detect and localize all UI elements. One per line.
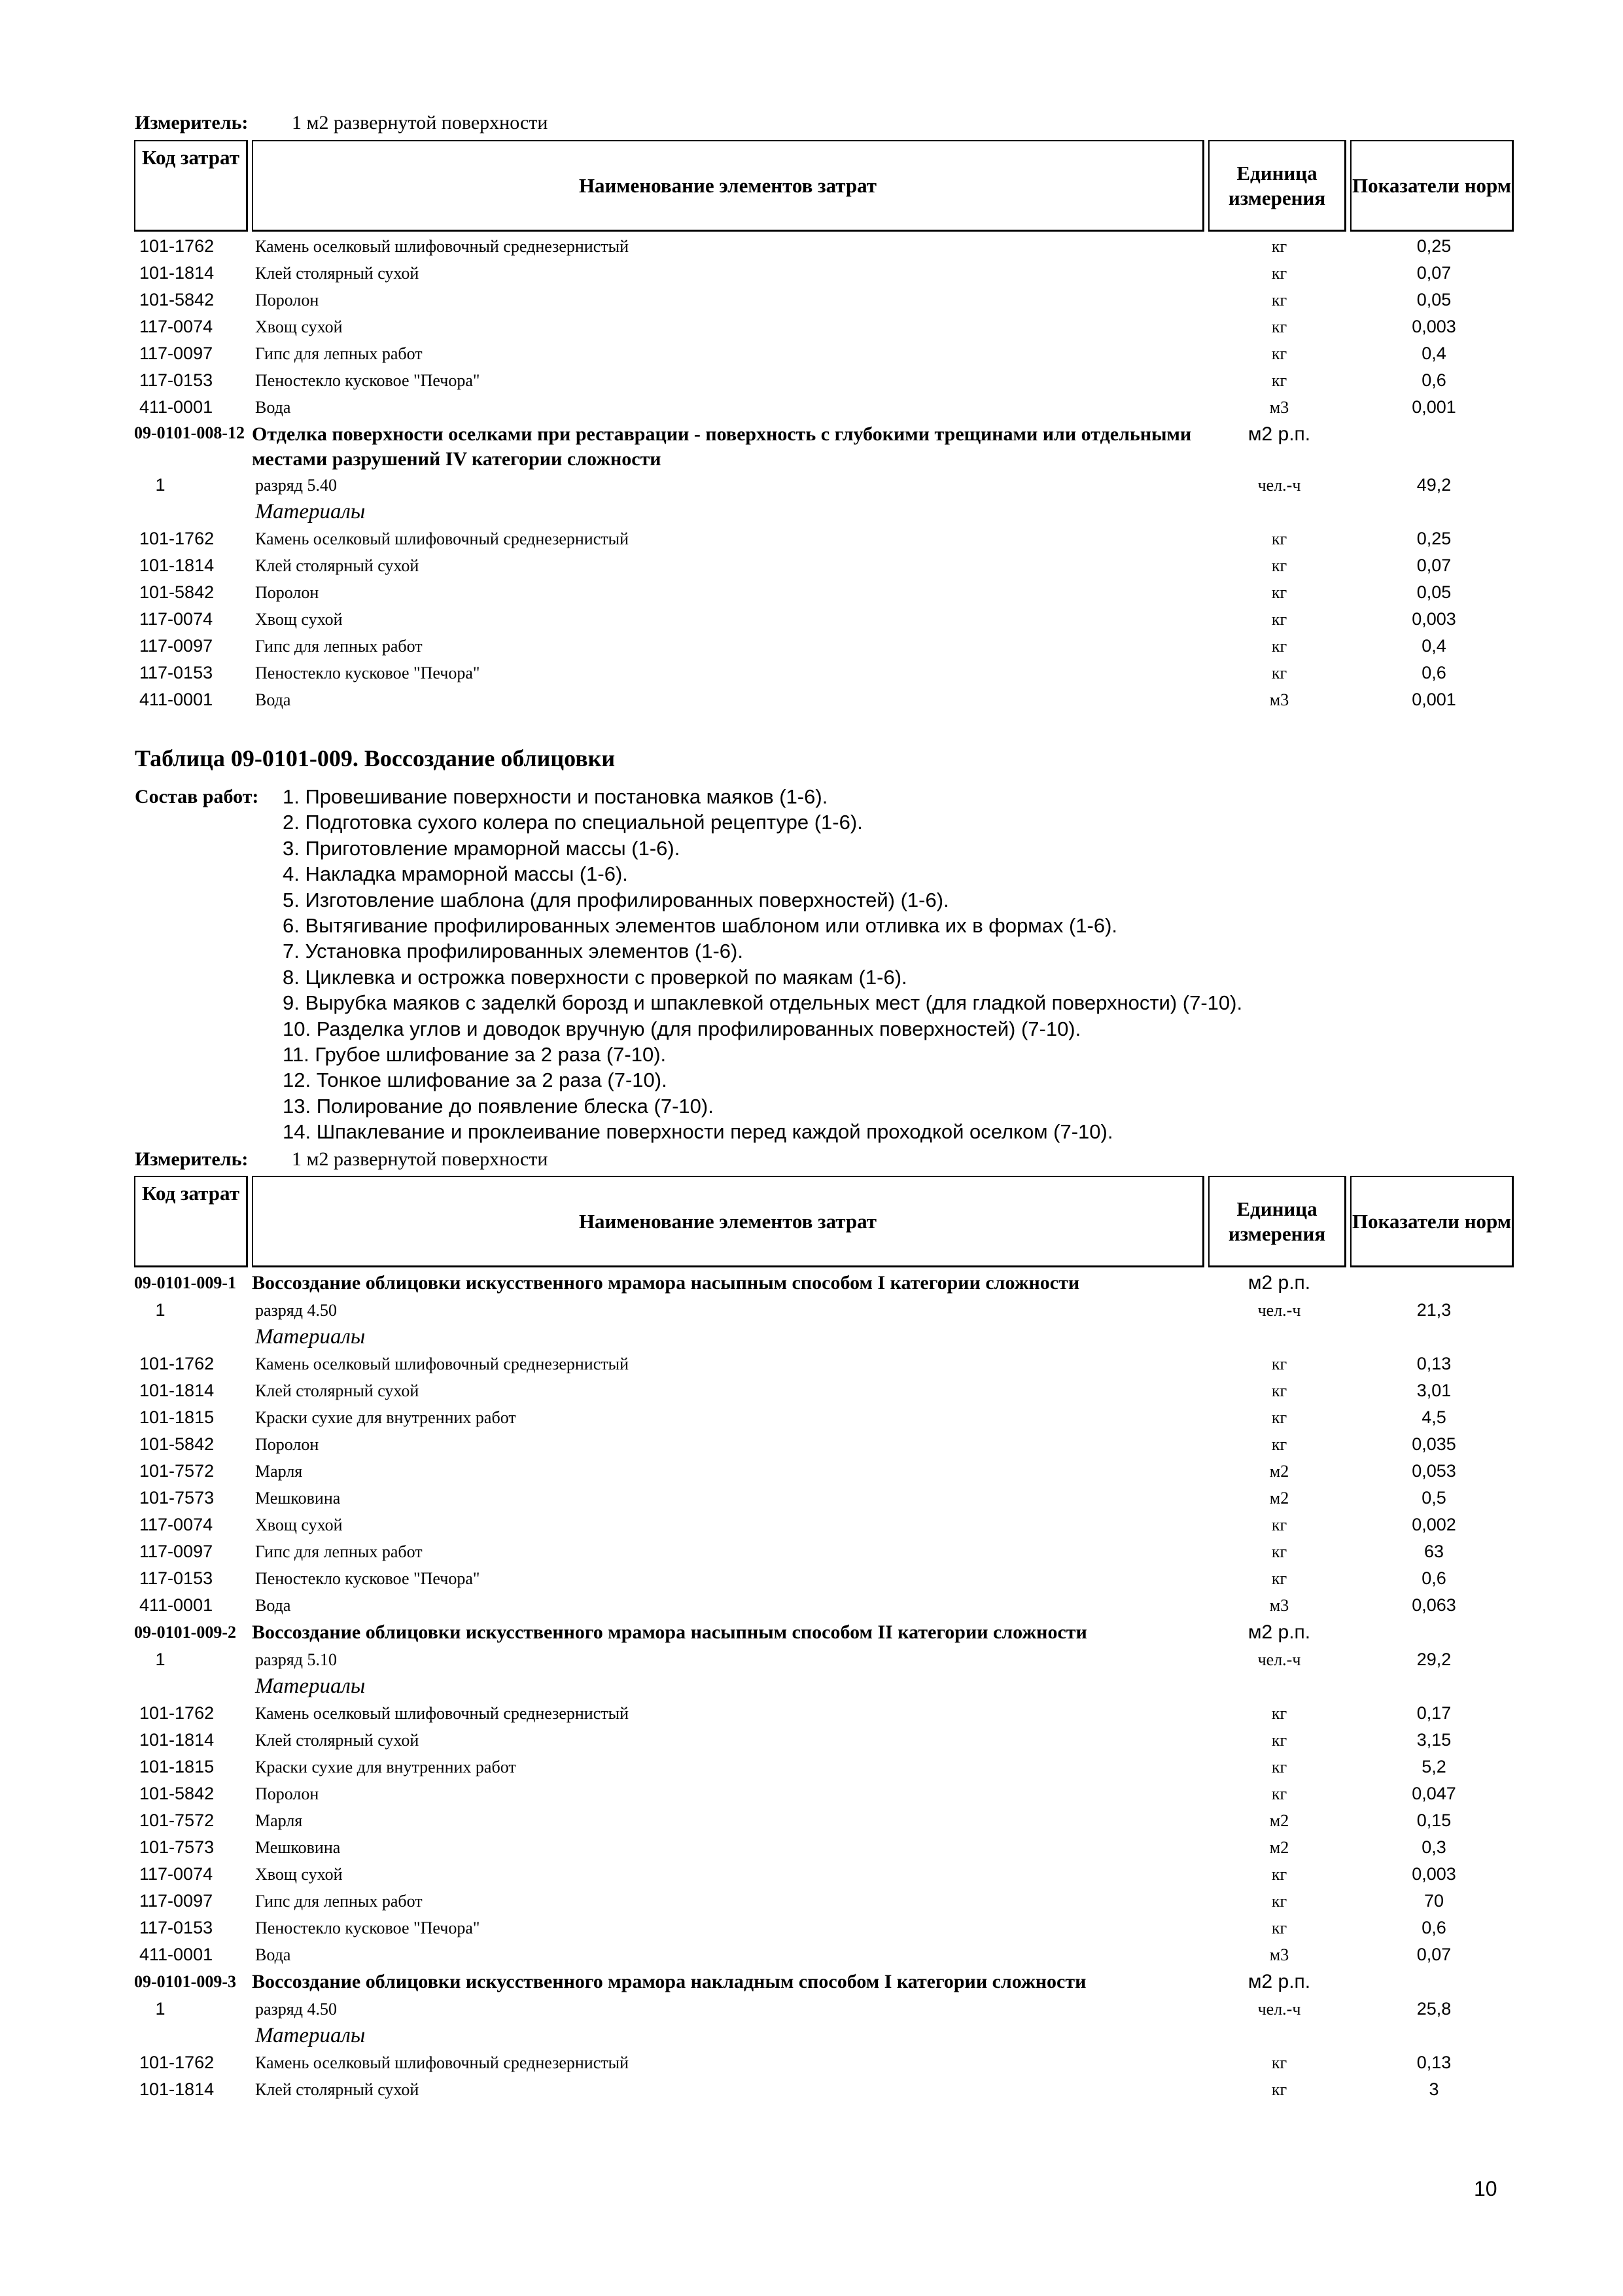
name-cell: Хвощ сухой <box>255 609 343 629</box>
resource-row <box>134 394 1518 421</box>
code-cell: 09-0101-009-3 <box>134 1972 236 1991</box>
unit-cell: кг <box>1271 1542 1287 1561</box>
resource-row <box>134 1458 1518 1485</box>
labor-row <box>134 472 1518 499</box>
value-cell: 3 <box>1429 2079 1439 2099</box>
value-cell: 3,15 <box>1416 1730 1452 1750</box>
measure-value: 1 м2 развернутой поверхности <box>292 112 548 133</box>
code-cell: 117-0097 <box>139 344 213 363</box>
unit-cell: м2 <box>1269 1810 1289 1830</box>
value-cell: 0,035 <box>1412 1434 1456 1454</box>
unit-cell: м3 <box>1269 397 1289 417</box>
resource-row <box>134 260 1518 287</box>
unit-cell: м2 <box>1269 1461 1289 1481</box>
resource-row <box>134 686 1518 713</box>
unit-cell: кг <box>1271 344 1287 363</box>
norm-item-row <box>134 421 1518 472</box>
resource-row <box>134 660 1518 686</box>
unit-cell: м2 <box>1269 1837 1289 1857</box>
work-step: 5. Изготовление шаблона (для профилированных поверхностей) (1-6). <box>283 888 949 911</box>
unit-cell: кг <box>1271 370 1287 390</box>
resource-row <box>134 1377 1518 1404</box>
code-cell: 101-7572 <box>139 1461 215 1481</box>
value-cell: 0,07 <box>1416 556 1452 575</box>
unit-cell: кг <box>1271 1568 1287 1588</box>
value-cell: 0,17 <box>1416 1703 1452 1723</box>
unit-cell: кг <box>1271 636 1287 656</box>
code-cell: 09-0101-009-1 <box>134 1273 236 1292</box>
value-cell: 5,2 <box>1422 1757 1446 1776</box>
unit-cell: кг <box>1271 1407 1287 1427</box>
code-cell: 117-0153 <box>139 1568 213 1588</box>
materials-heading-row <box>134 1673 1518 1700</box>
resource-row <box>134 1404 1518 1431</box>
unit-cell: кг <box>1271 582 1287 602</box>
value-cell: 0,047 <box>1412 1784 1456 1803</box>
name-cell: Вода <box>255 1945 291 1964</box>
labor-row <box>134 1996 1518 2022</box>
unit-cell: м2 р.п. <box>1248 1621 1311 1643</box>
code-cell: 1 <box>155 1300 166 1320</box>
name-cell: Клей столярный сухой <box>255 2079 419 2099</box>
work-step: 12. Тонкое шлифование за 2 раза (7-10). <box>283 1069 667 1092</box>
code-cell: 411-0001 <box>139 1595 213 1615</box>
name-cell: Вода <box>255 1595 291 1615</box>
code-cell: 101-7572 <box>139 1810 215 1830</box>
value-cell: 0,5 <box>1422 1488 1446 1508</box>
name-cell: разряд 5.40 <box>255 475 337 495</box>
unit-cell: чел.-ч <box>1257 1999 1301 2019</box>
value-cell: 0,07 <box>1416 263 1452 283</box>
name-cell: Краски сухие для внутренних работ <box>255 1407 516 1427</box>
code-cell: 117-0097 <box>139 636 213 656</box>
value-cell: 0,6 <box>1422 1918 1446 1937</box>
unit-cell: кг <box>1271 556 1287 575</box>
unit-cell: чел.-ч <box>1257 1650 1301 1669</box>
name-cell: Клей столярный сухой <box>255 1730 419 1750</box>
resource-row <box>134 1485 1518 1511</box>
name-cell: Поролон <box>255 582 319 602</box>
code-cell: 101-5842 <box>139 290 215 309</box>
unit-cell: кг <box>1271 663 1287 682</box>
measure-label: Измеритель: <box>135 112 249 133</box>
unit-cell: м2 р.п. <box>1248 1971 1311 1992</box>
code-cell: 411-0001 <box>139 397 213 417</box>
unit-cell: кг <box>1271 2079 1287 2099</box>
work-step: 14. Шпаклевание и проклеивание поверхности перед каждой проходкой оселком (7-10). <box>283 1120 1113 1144</box>
code-cell: 117-0097 <box>139 1542 213 1561</box>
name-cell: Камень оселковый шлифовочный среднезернистый <box>255 529 629 548</box>
resource-row <box>134 579 1518 606</box>
name-cell: Марля <box>255 1810 303 1830</box>
resource-row <box>134 1834 1518 1861</box>
value-cell: 0,053 <box>1412 1461 1456 1481</box>
unit-cell: м3 <box>1269 1945 1289 1964</box>
unit-cell: кг <box>1271 1730 1287 1750</box>
resource-row <box>134 1700 1518 1727</box>
unit-cell: м2 р.п. <box>1248 423 1311 445</box>
code-cell: 101-7573 <box>139 1837 215 1857</box>
value-cell: 0,6 <box>1422 1568 1446 1588</box>
name-cell: Камень оселковый шлифовочный среднезернистый <box>255 1703 629 1723</box>
header-name: Наименование элементов затрат <box>252 140 1204 232</box>
resource-row <box>134 633 1518 660</box>
value-cell: 0,07 <box>1416 1945 1452 1964</box>
work-step: 10. Разделка углов и доводок вручную (для профилированных поверхностей) (7-10). <box>283 1017 1081 1040</box>
norm-item-row <box>134 1269 1518 1297</box>
resource-row <box>134 1861 1518 1888</box>
name-cell: Пеностекло кусковое "Печора" <box>255 1918 480 1937</box>
value-cell: 0,4 <box>1422 636 1446 656</box>
value-cell: 0,3 <box>1422 1837 1446 1857</box>
materials-heading-row <box>134 2022 1518 2049</box>
code-cell: 1 <box>155 1650 166 1669</box>
code-cell: 117-0097 <box>139 1891 213 1911</box>
name-cell: Пеностекло кусковое "Печора" <box>255 663 480 682</box>
unit-cell: кг <box>1271 2053 1287 2072</box>
value-cell: 0,25 <box>1416 236 1452 256</box>
work-step: 6. Вытягивание профилированных элементов шаблоном или отливка их в формах (1-6). <box>283 914 1118 938</box>
page-number: 10 <box>1474 2177 1497 2200</box>
unit-cell: кг <box>1271 1757 1287 1776</box>
code-cell: 101-1762 <box>139 529 215 548</box>
work-step: 3. Приготовление мраморной массы (1-6). <box>283 836 680 860</box>
name-cell: Материалы <box>255 500 366 523</box>
name-cell: Пеностекло кусковое "Печора" <box>255 1568 480 1588</box>
resource-row <box>134 287 1518 313</box>
resource-row <box>134 1780 1518 1807</box>
unit-cell: м2 <box>1269 1488 1289 1508</box>
code-cell: 101-5842 <box>139 582 215 602</box>
value-cell: 70 <box>1423 1891 1444 1911</box>
norm-item-row <box>134 1968 1518 1996</box>
unit-cell: м2 р.п. <box>1248 1272 1311 1294</box>
unit-cell: м3 <box>1269 690 1289 709</box>
unit-cell: м3 <box>1269 1595 1289 1615</box>
unit-cell: кг <box>1271 317 1287 336</box>
measure-line-2 <box>135 1148 548 1171</box>
materials-heading-row <box>134 1324 1518 1351</box>
resource-row <box>134 2076 1518 2103</box>
code-cell: 117-0153 <box>139 663 213 682</box>
resource-row <box>134 552 1518 579</box>
value-cell: 21,3 <box>1416 1300 1452 1320</box>
work-steps-list <box>283 784 1242 1145</box>
value-cell: 25,8 <box>1416 1999 1452 2019</box>
value-cell: 3,01 <box>1416 1381 1452 1400</box>
name-cell: Вода <box>255 690 291 709</box>
resource-row <box>134 1941 1518 1968</box>
name-cell: Материалы <box>255 1674 366 1698</box>
name-cell: разряд 4.50 <box>255 1300 337 1320</box>
resource-row <box>134 1754 1518 1780</box>
resource-row <box>134 1351 1518 1377</box>
name-cell: Пеностекло кусковое "Печора" <box>255 370 480 390</box>
code-cell: 09-0101-008-12 <box>134 423 245 442</box>
measure-value: 1 м2 развернутой поверхности <box>292 1148 548 1170</box>
code-cell: 101-1814 <box>139 263 215 283</box>
resource-row <box>134 1915 1518 1941</box>
code-cell: 101-1762 <box>139 1354 215 1373</box>
code-cell: 117-0074 <box>139 317 213 336</box>
name-cell: Клей столярный сухой <box>255 556 419 575</box>
code-cell: 09-0101-009-2 <box>134 1623 236 1642</box>
code-cell: 101-1762 <box>139 1703 215 1723</box>
value-cell: 0,13 <box>1416 2053 1452 2072</box>
code-cell: 101-5842 <box>139 1784 215 1803</box>
name-cell: Материалы <box>255 1325 366 1349</box>
name-cell: Поролон <box>255 1434 319 1454</box>
resource-row <box>134 1592 1518 1619</box>
code-cell: 117-0153 <box>139 370 213 390</box>
name-cell: Вода <box>255 397 291 417</box>
value-cell: 0,6 <box>1422 370 1446 390</box>
header-code: Код затрат <box>134 140 248 232</box>
unit-cell: кг <box>1271 609 1287 629</box>
value-cell: 0,003 <box>1412 1864 1456 1884</box>
work-step: 7. Установка профилированных элементов (1-6). <box>283 940 743 963</box>
norm-item-row <box>134 1619 1518 1646</box>
code-cell: 101-7573 <box>139 1488 215 1508</box>
name-cell: Хвощ сухой <box>255 1864 343 1884</box>
unit-cell: кг <box>1271 1784 1287 1803</box>
code-cell: 101-1814 <box>139 2079 215 2099</box>
resource-row <box>134 2049 1518 2076</box>
code-cell: 101-1814 <box>139 556 215 575</box>
name-cell: Гипс для лепных работ <box>255 1542 423 1561</box>
name-cell: Краски сухие для внутренних работ <box>255 1757 516 1776</box>
work-step: 4. Накладка мраморной массы (1-6). <box>283 862 628 886</box>
materials-heading-row <box>134 499 1518 525</box>
name-cell: Воссоздание облицовки искусственного мрамора насыпным способом II категории сложности <box>252 1621 1087 1643</box>
code-cell: 117-0074 <box>139 1864 213 1884</box>
value-cell: 0,001 <box>1412 397 1456 417</box>
value-cell: 49,2 <box>1416 475 1452 495</box>
header-value: Показатели норм <box>1350 140 1514 232</box>
name-cell: Гипс для лепных работ <box>255 636 423 656</box>
cost-table-2 <box>134 1269 1518 2103</box>
name-cell: Отделка поверхности оселками при реставрации - поверхность с глубокими трещинами или отдельными местами разрушений IV категории сложности <box>252 423 1192 470</box>
work-step: 2. Подготовка сухого колера по специальной рецептуре (1-6). <box>283 811 863 834</box>
name-cell: Марля <box>255 1461 303 1481</box>
labor-row <box>134 1646 1518 1673</box>
measure-line-1 <box>135 111 548 135</box>
code-cell: 411-0001 <box>139 1945 213 1964</box>
code-cell: 117-0153 <box>139 1918 213 1937</box>
work-step: 13. Полирование до появление блеска (7-10). <box>283 1094 714 1118</box>
work-composition-label: Состав работ: <box>135 786 259 807</box>
resource-row <box>134 1431 1518 1458</box>
name-cell: Камень оселковый шлифовочный среднезернистый <box>255 1354 629 1373</box>
unit-cell: кг <box>1271 529 1287 548</box>
code-cell: 411-0001 <box>139 690 213 709</box>
value-cell: 0,001 <box>1412 690 1456 709</box>
resource-row <box>134 1565 1518 1592</box>
unit-cell: чел.-ч <box>1257 475 1301 495</box>
resource-row <box>134 313 1518 340</box>
name-cell: Воссоздание облицовки искусственного мрамора насыпным способом I категории сложности <box>252 1272 1080 1294</box>
value-cell: 0,05 <box>1416 582 1452 602</box>
code-cell: 101-1814 <box>139 1381 215 1400</box>
value-cell: 4,5 <box>1422 1407 1446 1427</box>
unit-cell: чел.-ч <box>1257 1300 1301 1320</box>
name-cell: Мешковина <box>255 1837 341 1857</box>
resource-row <box>134 1538 1518 1565</box>
header-name: Наименование элементов затрат <box>252 1176 1204 1267</box>
code-cell: 117-0074 <box>139 1515 213 1534</box>
name-cell: Гипс для лепных работ <box>255 344 423 363</box>
unit-cell: кг <box>1271 1891 1287 1911</box>
code-cell: 101-1814 <box>139 1730 215 1750</box>
code-cell: 101-1762 <box>139 2053 215 2072</box>
work-step: 9. Вырубка маяков с заделкй борозд и шпаклевкой отдельных мест (для гладкой поверхности) (7-10). <box>283 991 1243 1015</box>
unit-cell: кг <box>1271 263 1287 283</box>
unit-cell: кг <box>1271 1381 1287 1400</box>
work-step: 1. Провешивание поверхности и постановка маяков (1-6). <box>283 785 828 808</box>
name-cell: Поролон <box>255 1784 319 1803</box>
name-cell: Хвощ сухой <box>255 1515 343 1534</box>
value-cell: 0,063 <box>1412 1595 1456 1615</box>
resource-row <box>134 606 1518 633</box>
name-cell: разряд 5.10 <box>255 1650 337 1669</box>
value-cell: 0,15 <box>1416 1810 1452 1830</box>
value-cell: 0,4 <box>1422 344 1446 363</box>
unit-cell: кг <box>1271 1864 1287 1884</box>
name-cell: Материалы <box>255 2024 366 2047</box>
name-cell: Камень оселковый шлифовочный среднезернистый <box>255 2053 629 2072</box>
header-unit: Единица измерения <box>1208 1176 1346 1267</box>
name-cell: Гипс для лепных работ <box>255 1891 423 1911</box>
name-cell: Воссоздание облицовки искусственного мрамора накладным способом I категории сложности <box>252 1971 1087 1992</box>
unit-cell: кг <box>1271 236 1287 256</box>
value-cell: 63 <box>1423 1542 1444 1561</box>
cost-table-1 <box>134 233 1518 713</box>
work-step: 8. Циклевка и острожка поверхности с проверкой по маякам (1-6). <box>283 965 907 989</box>
work-step: 11. Грубое шлифование за 2 раза (7-10). <box>283 1043 667 1067</box>
name-cell: Поролон <box>255 290 319 309</box>
name-cell: Клей столярный сухой <box>255 263 419 283</box>
name-cell: Клей столярный сухой <box>255 1381 419 1400</box>
code-cell: 101-5842 <box>139 1434 215 1454</box>
unit-cell: кг <box>1271 290 1287 309</box>
name-cell: Мешковина <box>255 1488 341 1508</box>
resource-row <box>134 1888 1518 1915</box>
value-cell: 0,05 <box>1416 290 1452 309</box>
code-cell: 101-1815 <box>139 1407 215 1427</box>
resource-row <box>134 1727 1518 1754</box>
resource-row <box>134 367 1518 394</box>
code-cell: 101-1762 <box>139 236 215 256</box>
header-value: Показатели норм <box>1350 1176 1514 1267</box>
unit-cell: кг <box>1271 1354 1287 1373</box>
value-cell: 0,6 <box>1422 663 1446 682</box>
resource-row <box>134 233 1518 260</box>
table-header-2 <box>134 1176 1518 1267</box>
unit-cell: кг <box>1271 1515 1287 1534</box>
code-cell: 1 <box>155 475 166 495</box>
name-cell: Камень оселковый шлифовочный среднезернистый <box>255 236 629 256</box>
value-cell: 0,25 <box>1416 529 1452 548</box>
resource-row <box>134 340 1518 367</box>
header-unit: Единица измерения <box>1208 140 1346 232</box>
value-cell: 0,003 <box>1412 317 1456 336</box>
value-cell: 0,002 <box>1412 1515 1456 1534</box>
header-code: Код затрат <box>134 1176 248 1267</box>
name-cell: Хвощ сухой <box>255 317 343 336</box>
table-title: Таблица 09-0101-009. Воссоздание облицовки <box>135 745 616 771</box>
code-cell: 101-1815 <box>139 1757 215 1776</box>
resource-row <box>134 525 1518 552</box>
code-cell: 1 <box>155 1999 166 2019</box>
unit-cell: кг <box>1271 1703 1287 1723</box>
unit-cell: кг <box>1271 1434 1287 1454</box>
code-cell: 117-0074 <box>139 609 213 629</box>
unit-cell: кг <box>1271 1918 1287 1937</box>
measure-label: Измеритель: <box>135 1148 249 1170</box>
labor-row <box>134 1297 1518 1324</box>
name-cell: разряд 4.50 <box>255 1999 337 2019</box>
table-header-1 <box>134 140 1518 232</box>
value-cell: 0,003 <box>1412 609 1456 629</box>
resource-row <box>134 1511 1518 1538</box>
resource-row <box>134 1807 1518 1834</box>
value-cell: 0,13 <box>1416 1354 1452 1373</box>
value-cell: 29,2 <box>1416 1650 1452 1669</box>
